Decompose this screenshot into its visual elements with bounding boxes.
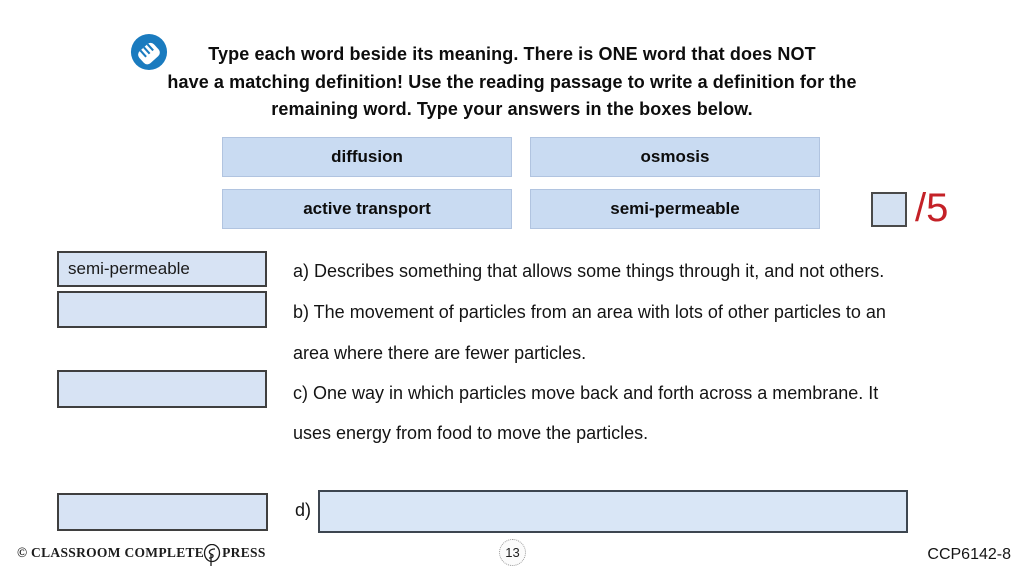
definition-b-line-2: area where there are fewer particles. (293, 343, 587, 363)
copyright-text-suffix: PRESS (222, 545, 266, 560)
instruction-line-2: have a matching definition! Use the reading passage to write a definition for the (167, 72, 857, 92)
definition-c-line-1: c) One way in which particles move back and forth across a membrane. It (293, 383, 879, 403)
copyright-notice (17, 540, 266, 566)
score-input-box[interactable] (871, 192, 907, 227)
page-number-badge (499, 539, 526, 566)
score-total-label: /5 (915, 186, 949, 230)
answer-input-c[interactable] (57, 370, 267, 408)
answer-input-d-word[interactable] (57, 493, 268, 531)
instruction-line-3: remaining word. Type your answers in the boxes below. (271, 99, 753, 119)
definition-c-line-2: uses energy from food to move the particles. (293, 423, 649, 443)
word-bank-item-active-transport: active transport (222, 189, 512, 229)
definition-d-label: d) (295, 500, 312, 520)
word-bank-item-osmosis: osmosis (530, 137, 820, 177)
word-bank (222, 137, 820, 229)
copyright-text-prefix: © CLASSROOM COMPLETE (17, 545, 205, 560)
word-bank-item-diffusion: diffusion (222, 137, 512, 177)
page-number: 13 (505, 545, 520, 560)
word-bank-item-semi-permeable: semi-permeable (530, 189, 820, 229)
document-code: CCP6142-8 (927, 546, 1011, 563)
definition-b-line-1: b) The movement of particles from an area with lots of other particles to an (293, 302, 886, 322)
answer-input-a[interactable] (57, 251, 267, 287)
classroom-complete-press-logo-icon (202, 544, 222, 568)
answer-input-d-definition[interactable] (318, 490, 908, 533)
definition-a-line-1: a) Describes something that allows some things through it, and not others. (293, 261, 885, 281)
answer-input-b[interactable] (57, 291, 267, 328)
instruction-line-1: Type each word beside its meaning. There is ONE word that does NOT (208, 44, 816, 64)
